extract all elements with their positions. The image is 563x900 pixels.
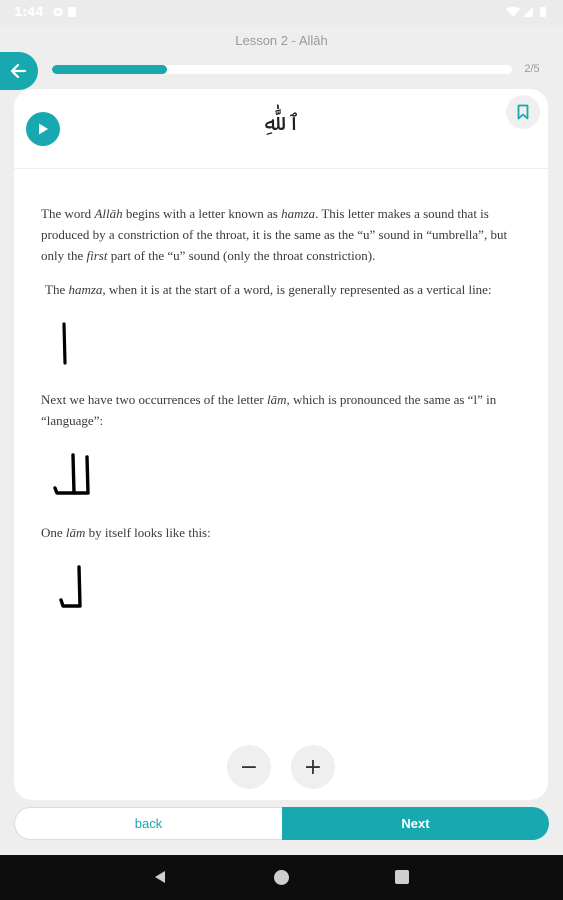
back-arrow-button[interactable] [0,52,38,90]
status-notification-icons [52,5,78,23]
bookmark-button[interactable] [506,95,540,129]
lesson-progress-bar [52,65,512,74]
arrow-left-icon [9,62,27,80]
lesson-progress-fill [52,65,167,74]
zoom-out-button[interactable]: − [227,745,271,789]
text-run: Next we have two occurrences of the letter [41,392,267,407]
status-time: 1:44 [14,5,44,19]
paragraph-hamza-intro [41,203,521,266]
paragraph-hamza-form [45,279,525,300]
bookmark-icon [516,104,530,120]
text-run: by itself looks like this: [85,525,211,540]
italic-term: lām [266,392,287,407]
text-run: , which is pronounced the same as “l” in “language”: [41,392,497,428]
settings-icon [52,6,78,18]
status-system-icons [505,5,549,23]
italic-term: lām [65,525,86,540]
paragraph-lam-intro [41,389,521,431]
text-run: The [45,282,69,297]
single-lam-glyph-image [55,563,89,615]
italic-term: hamza [68,282,103,297]
system-nav-bar [0,855,563,900]
next-button[interactable]: Next [282,807,549,840]
progress-count: 2/5 [524,63,540,75]
nav-home-icon[interactable] [274,870,289,885]
lesson-card [14,89,548,800]
lesson-title: Lesson 2 - Allāh [235,33,328,48]
paragraph-single-lam [41,522,521,543]
italic-term: Allāh [94,206,123,221]
text-run: The word [41,206,95,221]
text-run: . This letter makes a sound that is produced by a constriction of the throat, it is the same as the “u” sound in “umbrella”, but only the [41,206,508,263]
italic-term: first [86,248,108,263]
italic-term: hamza [281,206,316,221]
zoom-in-button[interactable]: + [291,745,335,789]
text-run: , when it is at the start of a word, is generally represented as a vertical line: [102,282,492,297]
text-run: part of the “u” sound (only the throat constriction). [107,248,376,263]
nav-recents-icon[interactable] [395,870,409,884]
back-button[interactable]: back [14,807,282,840]
alif-glyph-image [55,321,75,367]
status-bar [0,0,563,26]
card-header [14,89,548,169]
wifi-battery-icon [505,6,549,18]
arabic-word: ٱللَّٰهِ [261,111,301,136]
text-run: One [41,525,66,540]
double-lam-glyph-image [51,451,97,501]
text-run: begins with a letter known as [122,206,282,221]
nav-back-icon[interactable] [152,869,168,885]
